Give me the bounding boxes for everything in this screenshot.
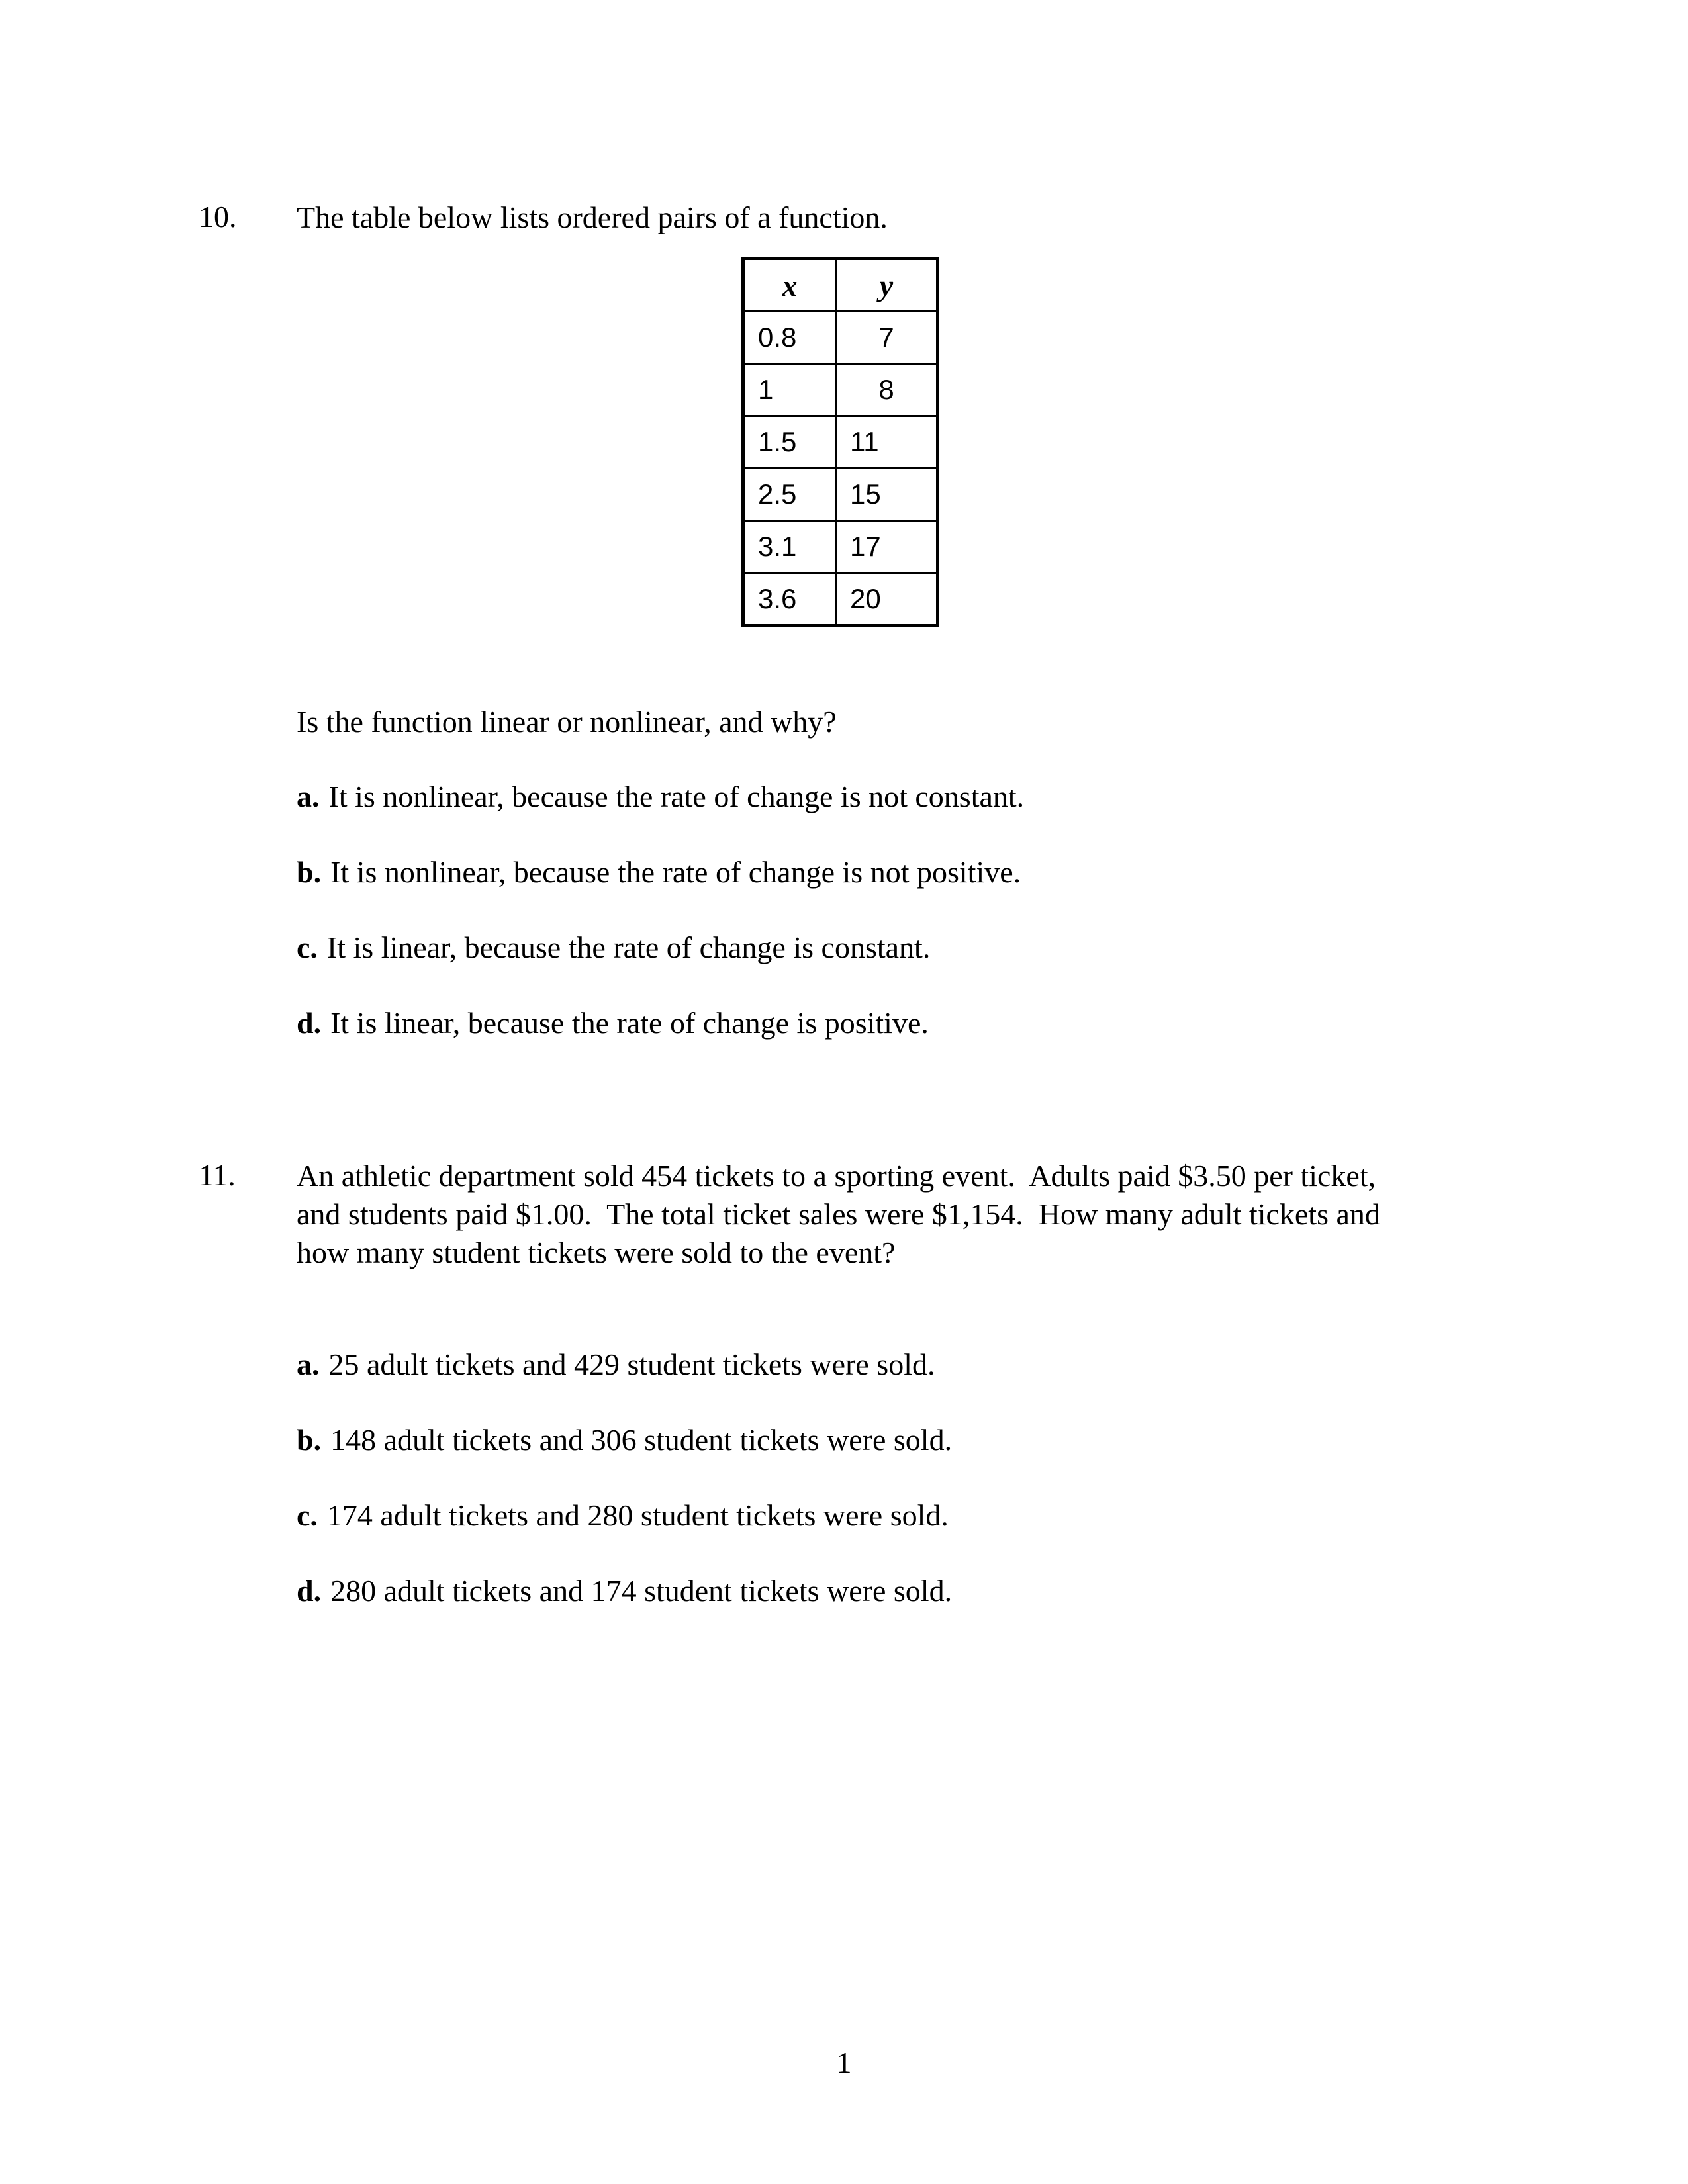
table-cell-y: 7 (836, 312, 938, 364)
table-cell-x: 0.8 (743, 312, 836, 364)
table-cell-x: 1.5 (743, 416, 836, 469)
prompt-line: An athletic department sold 454 tickets to a sporting event. Adults paid $3.50 per ticket, (297, 1159, 1376, 1193)
table-row (743, 416, 938, 469)
question-11-choice-b[interactable] (297, 1422, 952, 1459)
choice-letter: b. (297, 855, 322, 889)
question-11-choice-a[interactable] (297, 1346, 935, 1383)
table-cell-x: 1 (743, 364, 836, 416)
table-row (743, 469, 938, 521)
table-row (743, 312, 938, 364)
prompt-line: how many student tickets were sold to the event? (297, 1236, 896, 1269)
question-10-question: Is the function linear or nonlinear, and why? (297, 705, 837, 739)
question-10-number: 10. (199, 200, 237, 234)
choice-text: 174 adult tickets and 280 student tickets were sold. (326, 1498, 949, 1532)
choice-text: 280 adult tickets and 174 student tickets were sold. (330, 1574, 953, 1608)
question-11-number: 11. (199, 1158, 236, 1192)
table-cell-y: 8 (836, 364, 938, 416)
choice-text: It is linear, because the rate of change is positive. (330, 1006, 929, 1040)
question-10-choice-a[interactable] (297, 778, 1024, 815)
choice-letter: c. (297, 931, 318, 964)
choice-letter: b. (297, 1423, 322, 1457)
page-number: 1 (836, 2046, 852, 2079)
function-table (741, 257, 939, 627)
question-11-choice-c[interactable] (297, 1497, 949, 1534)
choice-text: It is linear, because the rate of change is constant. (326, 931, 931, 964)
question-10-prompt: The table below lists ordered pairs of a function. (297, 201, 888, 234)
choice-letter: a. (297, 780, 320, 813)
choice-text: 148 adult tickets and 306 student tickets were sold. (330, 1423, 953, 1457)
choice-text: It is nonlinear, because the rate of change is not constant. (328, 780, 1025, 813)
table-cell-y: 11 (836, 416, 938, 469)
choice-letter: d. (297, 1006, 322, 1040)
table-cell-y: 17 (836, 521, 938, 573)
table-cell-y: 15 (836, 469, 938, 521)
question-10-choice-c[interactable] (297, 929, 930, 966)
table-header-y: y (836, 259, 938, 312)
table-row (743, 521, 938, 573)
question-11-choice-d[interactable] (297, 1572, 952, 1610)
choice-letter: c. (297, 1498, 318, 1532)
choice-letter: a. (297, 1347, 320, 1381)
table-cell-x: 2.5 (743, 469, 836, 521)
table-cell-x: 3.1 (743, 521, 836, 573)
choice-text: 25 adult tickets and 429 student tickets were sold. (328, 1347, 935, 1381)
table-cell-y: 20 (836, 573, 938, 626)
table-header-row (743, 259, 938, 312)
question-11-prompt (297, 1157, 1488, 1272)
choice-letter: d. (297, 1574, 322, 1608)
question-10-choice-d[interactable] (297, 1005, 929, 1042)
table-row (743, 364, 938, 416)
prompt-line: and students paid $1.00. The total ticket sales were $1,154. How many adult tickets and (297, 1197, 1380, 1231)
table-row (743, 573, 938, 626)
table-header-x: x (743, 259, 836, 312)
choice-text: It is nonlinear, because the rate of change is not positive. (330, 855, 1021, 889)
question-10-choice-b[interactable] (297, 854, 1021, 891)
table-cell-x: 3.6 (743, 573, 836, 626)
